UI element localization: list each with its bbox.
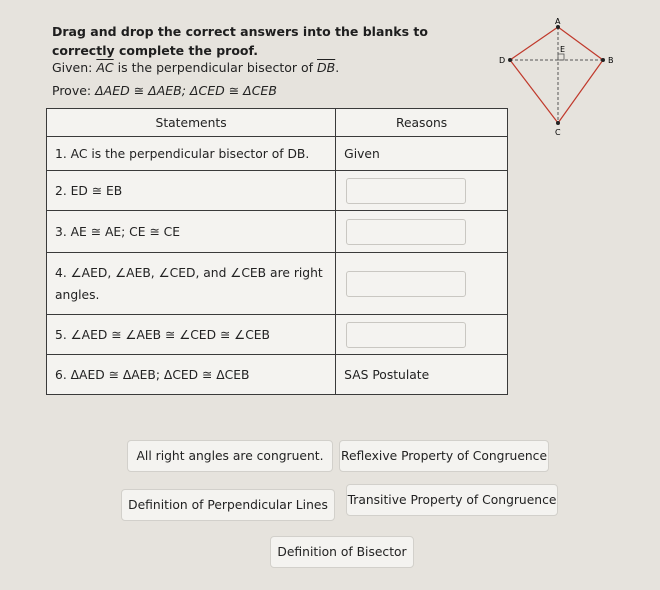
answer-chip-right-angles[interactable]: All right angles are congruent. <box>127 440 333 472</box>
answer-chip-transitive[interactable]: Transitive Property of Congruence <box>346 484 558 516</box>
right-angle-mark <box>558 54 564 60</box>
drop-blank-4[interactable] <box>346 271 466 297</box>
side-ab <box>558 27 603 60</box>
drop-blank-5[interactable] <box>346 322 466 348</box>
given-label: Given: <box>52 60 93 75</box>
reason-cell: Given <box>336 137 508 171</box>
drop-blank-3[interactable] <box>346 219 466 245</box>
prove-line <box>52 83 277 98</box>
given-period: . <box>335 60 340 75</box>
label-e: E <box>560 45 566 54</box>
header-reasons: Reasons <box>336 109 508 137</box>
statement-cell: 3. AE ≅ AE; CE ≅ CE <box>47 211 336 253</box>
label-d: D <box>499 56 506 65</box>
prove-label: Prove: <box>52 83 92 98</box>
answer-chip-bisector[interactable]: Definition of Bisector <box>270 536 414 568</box>
table-row <box>47 315 508 355</box>
segment-db: $\overline{DB}$ <box>317 60 336 75</box>
proof-table <box>46 108 508 395</box>
point-c <box>556 121 560 125</box>
statement-cell: 4. ∠AED, ∠AEB, ∠CED, and ∠CEB are right angles. <box>47 253 336 315</box>
table-row <box>47 171 508 211</box>
side-dc <box>510 60 558 123</box>
label-b: B <box>608 56 614 65</box>
label-a: A <box>555 17 561 26</box>
statement-cell: 6. ΔAED ≅ ΔAEB; ΔCED ≅ ΔCEB <box>47 355 336 395</box>
reason-cell <box>336 171 508 211</box>
answer-chip-perpendicular-lines[interactable]: Definition of Perpendicular Lines <box>121 489 335 521</box>
instructions-text: Drag and drop the correct answers into the blanks to correctly complete the proof. <box>52 24 428 58</box>
header-statements: Statements <box>47 109 336 137</box>
label-c: C <box>555 128 561 137</box>
given-middle: is the perpendicular bisector of <box>117 60 314 75</box>
side-ad <box>510 27 558 60</box>
side-bc <box>558 60 603 123</box>
reason-cell <box>336 211 508 253</box>
table-row <box>47 137 508 171</box>
statement-cell: 5. ∠AED ≅ ∠AEB ≅ ∠CED ≅ ∠CEB <box>47 315 336 355</box>
drop-blank-2[interactable] <box>346 178 466 204</box>
table-row <box>47 253 508 315</box>
point-b <box>601 58 605 62</box>
table-row <box>47 211 508 253</box>
point-d <box>508 58 512 62</box>
segment-ac: $\overline{AC}$ <box>96 60 114 75</box>
table-row <box>47 355 508 395</box>
statement-cell: 1. AC is the perpendicular bisector of DB. <box>47 137 336 171</box>
prove-statement: ΔAED ≅ ΔAEB; ΔCED ≅ ΔCEB <box>95 83 277 98</box>
reason-cell <box>336 253 508 315</box>
statement-cell: 2. ED ≅ EB <box>47 171 336 211</box>
reason-cell: SAS Postulate <box>336 355 508 395</box>
given-line <box>52 60 339 75</box>
answer-chip-reflexive[interactable]: Reflexive Property of Congruence <box>339 440 549 472</box>
kite-diagram <box>495 15 625 140</box>
reason-cell <box>336 315 508 355</box>
